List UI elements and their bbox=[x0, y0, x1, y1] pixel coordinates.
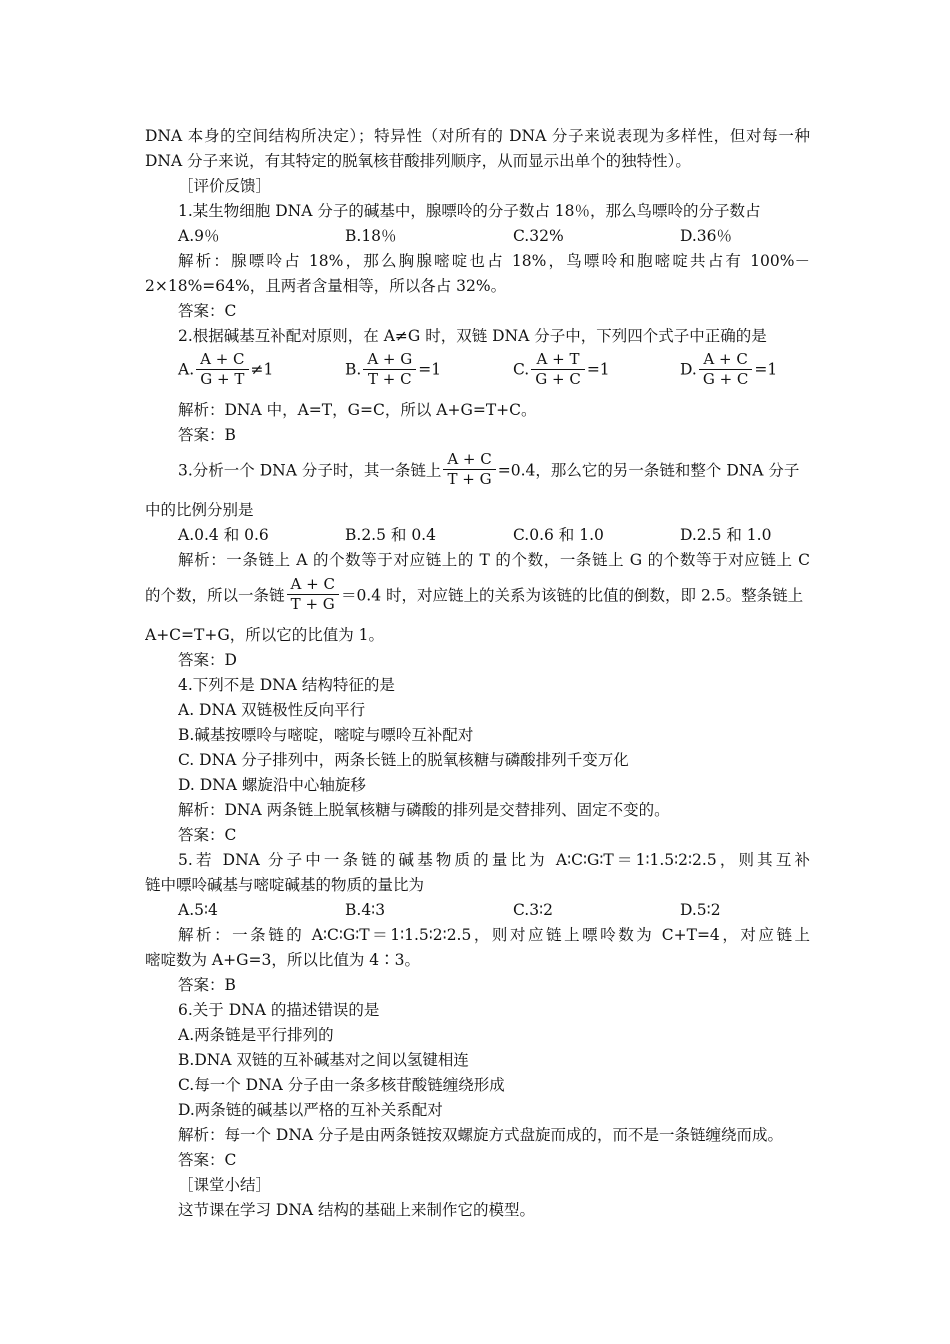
q6-analysis: 解析：每一个 DNA 分子是由两条链按双螺旋方式盘旋而成的，而不是一条链缠绕而成。 bbox=[178, 1126, 784, 1144]
q3-stem-line-1: 3.分析一个 DNA 分子时，其一条链上 $\frac{A + C}{T + G}$ =0.4，那么它的另一条链和整个 DNA 分子 bbox=[178, 450, 800, 488]
q5-stem-1: 5.若 DNA 分子中一条链的碱基物质的量比为 A∶C∶G∶T＝1∶1.5∶2∶2.5，则其互补 bbox=[178, 851, 810, 869]
q5-option-b: B.4∶3 bbox=[345, 901, 386, 919]
q5-stem-2: 链中嘌呤碱基与嘧啶碱基的物质的量比为 bbox=[145, 876, 425, 894]
q3-answer: 答案：D bbox=[178, 651, 237, 669]
q6-option-c: C.每一个 DNA 分子由一条多核苷酸链缠绕形成 bbox=[178, 1076, 505, 1094]
q1-option-d: D.36％ bbox=[680, 227, 733, 245]
intro-line-1: DNA 本身的空间结构所决定）；特异性（对所有的 DNA 分子来说表现为多样性，但对每一种 bbox=[145, 127, 810, 145]
q1-option-a: A.9％ bbox=[178, 227, 220, 245]
q5-answer: 答案：B bbox=[178, 976, 236, 994]
fraction: $\frac{A + C}{G + C}$ bbox=[699, 350, 753, 389]
q2-option-b: B. $\frac{A + G}{T + C}$ =1 bbox=[345, 350, 442, 388]
summary-text: 这节课在学习 DNA 结构的基础上来制作它的模型。 bbox=[178, 1201, 536, 1219]
q1-answer: 答案：C bbox=[178, 302, 237, 320]
q5-analysis-2: 嘧啶数为 A+G=3，所以比值为 4∶3。 bbox=[145, 951, 420, 969]
fraction: $\frac{A + G}{T + C}$ bbox=[363, 350, 416, 389]
q5-option-d: D.5∶2 bbox=[680, 901, 721, 919]
q1-stem: 1.某生物细胞 DNA 分子的碱基中，腺嘌呤的分子数占 18％，那么鸟嘌呤的分子数占 bbox=[178, 202, 761, 220]
q6-option-d: D.两条链的碱基以严格的互补关系配对 bbox=[178, 1101, 443, 1119]
q3-analysis-2: 的个数，所以一条链 $\frac{A + C}{T + G}$ ＝0.4 时，对应链上的关系为该链的比值的倒数，即 2.5。整条链上 bbox=[145, 575, 804, 613]
fraction: $\frac{A + C}{T + G}$ bbox=[287, 575, 339, 614]
q4-answer: 答案：C bbox=[178, 826, 237, 844]
q2-answer: 答案：B bbox=[178, 426, 236, 444]
q1-option-b: B.18％ bbox=[345, 227, 397, 245]
q2-option-a: A. $\frac{A + C}{G + T}$ ≠1 bbox=[178, 350, 274, 388]
q3-option-b: B.2.5 和 0.4 bbox=[345, 526, 436, 544]
fraction: $\frac{A + C}{T + G}$ bbox=[443, 450, 495, 489]
q5-option-a: A.5∶4 bbox=[178, 901, 218, 919]
q6-stem: 6.关于 DNA 的描述错误的是 bbox=[178, 1001, 380, 1019]
q1-analysis-2: 2×18%=64%，且两者含量相等，所以各占 32%。 bbox=[145, 277, 507, 295]
feedback-heading: ［评价反馈］ bbox=[178, 177, 272, 195]
q1-option-c: C.32% bbox=[513, 227, 564, 245]
q3-stem-line-2: 中的比例分别是 bbox=[145, 501, 254, 519]
q2-option-c: C. $\frac{A + T}{G + C}$ =1 bbox=[513, 350, 610, 388]
q4-stem: 4.下列不是 DNA 结构特征的是 bbox=[178, 676, 395, 694]
q2-analysis: 解析：DNA 中，A=T，G=C，所以 A+G=T+C。 bbox=[178, 401, 537, 419]
q1-analysis-1: 解析：腺嘌呤占 18%，那么胸腺嘧啶也占 18%，鸟嘌呤和胞嘧啶共占有 100%－ bbox=[178, 252, 810, 270]
q4-option-a: A. DNA 双链极性反向平行 bbox=[178, 701, 366, 719]
q6-option-b: B.DNA 双链的互补碱基对之间以氢键相连 bbox=[178, 1051, 469, 1069]
q3-option-c: C.0.6 和 1.0 bbox=[513, 526, 604, 544]
q4-option-b: B.碱基按嘌呤与嘧啶，嘧啶与嘌呤互补配对 bbox=[178, 726, 474, 744]
q3-option-a: A.0.4 和 0.6 bbox=[178, 526, 269, 544]
q3-option-d: D.2.5 和 1.0 bbox=[680, 526, 772, 544]
intro-line-2: DNA 分子来说，有其特定的脱氧核苷酸排列顺序，从而显示出单个的独特性）。 bbox=[145, 152, 691, 170]
q5-analysis-1: 解析：一条链的 A∶C∶G∶T＝1∶1.5∶2∶2.5，则对应链上嘌呤数为 C+T=4，对应链上 bbox=[178, 926, 810, 944]
summary-heading: ［课堂小结］ bbox=[178, 1176, 272, 1194]
q3-analysis-1: 解析：一条链上 A 的个数等于对应链上的 T 的个数，一条链上 G 的个数等于对应链上 C bbox=[178, 551, 810, 569]
q2-stem: 2.根据碱基互补配对原则，在 A≠G 时，双链 DNA 分子中，下列四个式子中正确的是 bbox=[178, 327, 767, 345]
q6-option-a: A.两条链是平行排列的 bbox=[178, 1026, 334, 1044]
q5-option-c: C.3∶2 bbox=[513, 901, 553, 919]
q4-analysis: 解析：DNA 两条链上脱氧核糖与磷酸的排列是交替排列、固定不变的。 bbox=[178, 801, 670, 819]
fraction: $\frac{A + C}{G + T}$ bbox=[196, 350, 248, 389]
q4-option-d: D. DNA 螺旋沿中心轴旋移 bbox=[178, 776, 366, 794]
fraction: $\frac{A + T}{G + C}$ bbox=[531, 350, 585, 389]
q2-option-d: D. $\frac{A + C}{G + C}$ =1 bbox=[680, 350, 778, 388]
q6-answer: 答案：C bbox=[178, 1151, 237, 1169]
q3-analysis-3: A+C=T+G，所以它的比值为 1。 bbox=[145, 626, 385, 644]
q4-option-c: C. DNA 分子排列中，两条长链上的脱氧核糖与磷酸排列千变万化 bbox=[178, 751, 629, 769]
